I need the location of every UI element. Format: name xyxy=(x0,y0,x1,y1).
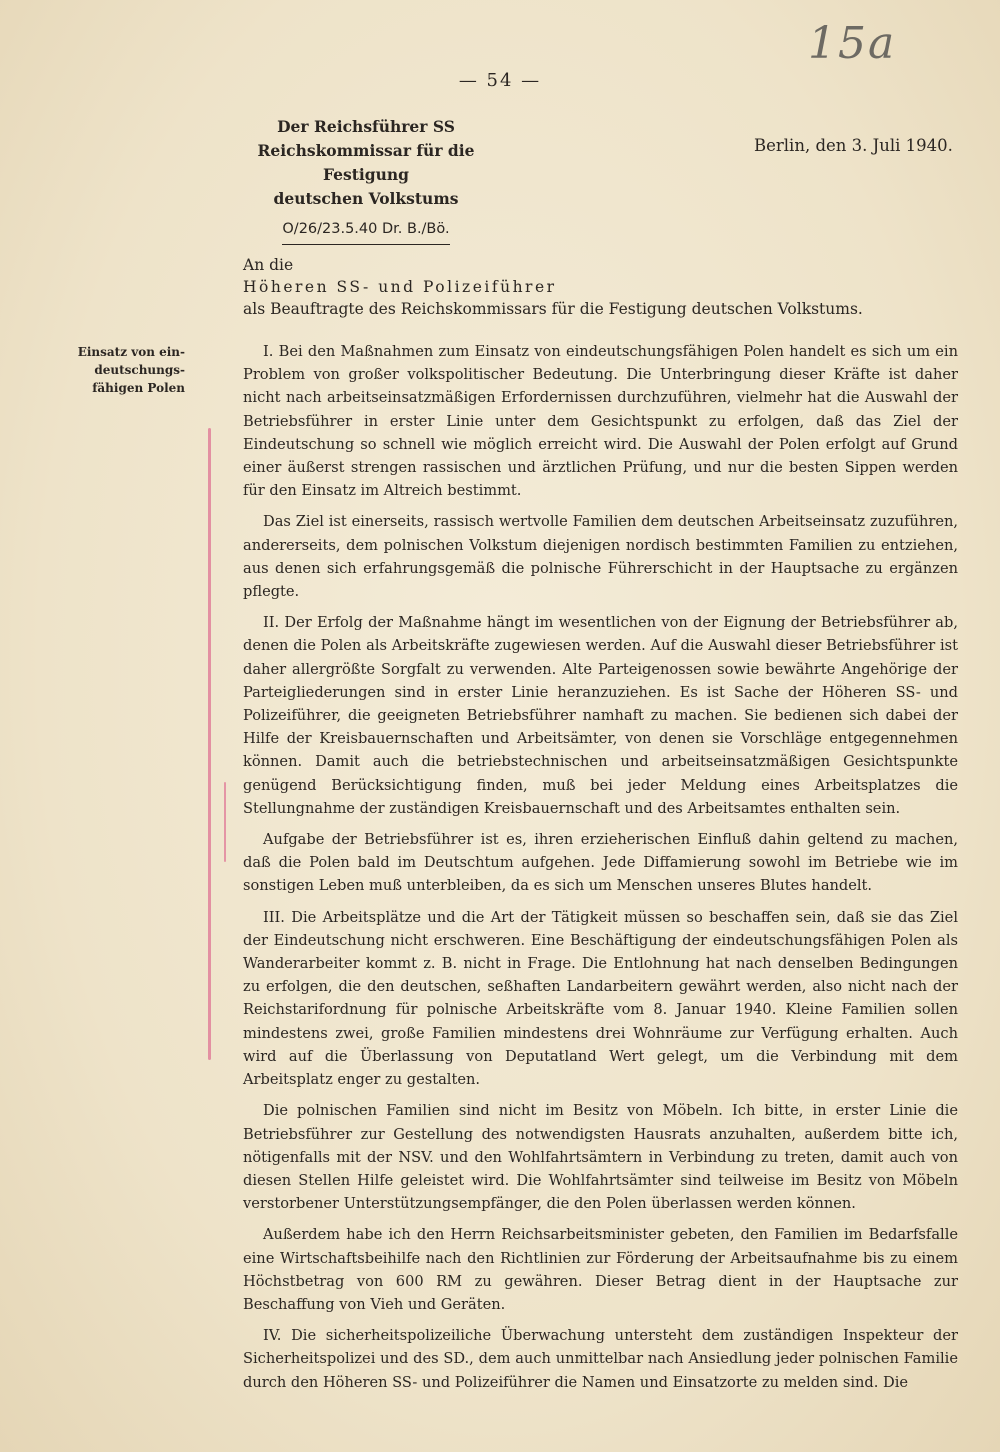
letterhead-line-2: Reichskommissar für die Festigung xyxy=(257,141,475,184)
address-line-1: An die xyxy=(243,256,294,274)
paragraph-2: Das Ziel ist einerseits, rassisch wertvolle Familien dem deutschen Arbeitseinsatz zuzuführen, andererseits, dem polnischen Volkstum diejenigen nordisch bestimmten Familien zu entziehen, aus denen sich erfahrungsgemäß die polnische Führerschicht in der Hauptsache zu ergänzen pflegte. xyxy=(243,513,958,601)
paragraph-4: Aufgabe der Betriebsführer ist es, ihren erzieherischen Einfluß dahin geltend zu machen, daß die Polen bald im Deutschtum aufgehen. Jede Diffamierung sowohl im Betriebe wie im sonstigen Leben muß unterbleiben, da es sich um Menschen unseres Blutes handelt. xyxy=(243,831,958,895)
dateline: Berlin, den 3. Juli 1940. xyxy=(754,136,953,155)
red-pencil-paragraph-mark xyxy=(224,782,226,862)
address-block xyxy=(243,254,963,320)
handwritten-annotation: 15a xyxy=(808,18,897,69)
paragraph-1: I. Bei den Maßnahmen zum Einsatz von eindeutschungsfähigen Polen handelt es sich um ein Problem von großer volkspolitischer Bedeutung. Die Unterbringung dieser Kräfte ist daher nicht nach arbeitseinsatzmäßigen Erfordernissen durchzuführen, vielmehr hat die Auswahl der Betriebsführer in erster Linie unter dem Gesichtspunkt zu erfolgen, daß das Ziel der Eindeutschung so schnell wie möglich erreicht wird. Die Auswahl der Polen erfolgt auf Grund einer äußerst strengen rassischen und ärztlichen Prüfung, und nur die besten Sippen werden für den Einsatz im Altreich bestimmt. xyxy=(243,343,958,500)
letterhead xyxy=(226,115,506,245)
paragraph-8: IV. Die sicherheitspolizeiliche Überwachung untersteht dem zuständigen Inspekteur der Sicherheitspolizei und des SD., dem auch unmittelbar nach Ansiedlung jeder polnischen Familie durch den Höheren SS- und Polizeiführer die Namen und Einsatzorte zu melden sind. Die xyxy=(243,1327,958,1391)
body-text xyxy=(243,340,958,1394)
margin-note-line-1: Einsatz von ein- xyxy=(77,345,185,359)
letterhead-line-1: Der Reichsführer SS xyxy=(277,117,455,136)
red-pencil-margin-mark xyxy=(208,428,211,1060)
margin-note-line-2: deutschungs- xyxy=(94,363,185,377)
paragraph-5: III. Die Arbeitsplätze und die Art der Tätigkeit müssen so beschaffen sein, daß sie das Ziel der Eindeutschung nicht erschweren. Eine Beschäftigung der eindeutschungsfähigen Polen als Wanderarbeiter kommt z. B. nicht in Frage. Die Entlohnung hat nach denselben Bedingungen zu erfolgen, die den deutschen, seßhaften Landarbeitern gewährt werden, also nicht nach der Reichstarifordnung für polnische Arbeitskräfte vom 8. Januar 1940. Kleine Familien sollen mindestens zwei, große Familien mindestens drei Wohnräume zur Verfügung erhalten. Auch wird auf die Überlassung von Deputatland Wert gelegt, um die Verbindung mit dem Arbeitsplatz enger zu gestalten. xyxy=(243,908,958,1089)
paragraph-7: Außerdem habe ich den Herrn Reichsarbeitsminister gebeten, den Familien im Bedarfsfalle eine Wirtschaftsbeihilfe nach den Richtlinien zur Förderung der Arbeitsaufnahme bis zu einem Höchstbetrag von 600 RM zu gewähren. Dieser Betrag dient in der Hauptsache zur Beschaffung von Vieh und Geräten. xyxy=(243,1226,958,1313)
address-line-2: Höheren SS- und Polizeiführer xyxy=(243,278,557,296)
margin-note xyxy=(70,343,185,397)
page-number: — 54 — xyxy=(458,70,542,91)
paragraph-3: II. Der Erfolg der Maßnahme hängt im wesentlichen von der Eignung der Betriebsführer ab, denen die Polen als Arbeitskräfte zugewiesen werden. Auf die Auswahl dieser Betriebsführer ist daher allergrößte Sorgfalt zu verwenden. Alte Parteigenossen sowie bewährte Angehörige der Parteigliederungen sind in erster Linie heranzuziehen. Es ist Sache der Höheren SS- und Polizeiführer, die geeigneten Betriebsführer namhaft zu machen. Sie bedienen sich dabei der Hilfe der Kreisbauernschaften und Arbeitsämter, von denen sie Vorschläge entgegennehmen können. Damit auch die betriebstechnischen und arbeitseinsatzmäßigen Gesichtspunkte genügend Berücksichtigung finden, muß bei jeder Meldung eines Arbeitsplatzes die Stellungnahme der zuständigen Kreisbauernschaft und des Arbeitsamtes enthalten sein. xyxy=(243,614,958,817)
paragraph-6: Die polnischen Familien sind nicht im Besitz von Möbeln. Ich bitte, in erster Linie die Betriebsführer zur Gestellung des notwendigsten Hausrats anzuhalten, außerdem bitte ich, nötigenfalls mit der NSV. und den Wohlfahrtsämtern in Verbindung zu treten, damit auch von diesen Stellen Hilfe geleistet wird. Die Wohlfahrtsämter sind teilweise im Besitz von Möbeln verstorbener Unterstützungsempfänger, die den Polen überlassen werden können. xyxy=(243,1102,958,1213)
reference-number: O/26/23.5.40 Dr. B./Bö. xyxy=(282,217,449,245)
letterhead-line-3: deutschen Volkstums xyxy=(273,189,459,208)
address-line-3: als Beauftragte des Reichskommissars für die Festigung deutschen Volkstums. xyxy=(243,300,863,318)
margin-note-line-3: fähigen Polen xyxy=(92,381,185,395)
